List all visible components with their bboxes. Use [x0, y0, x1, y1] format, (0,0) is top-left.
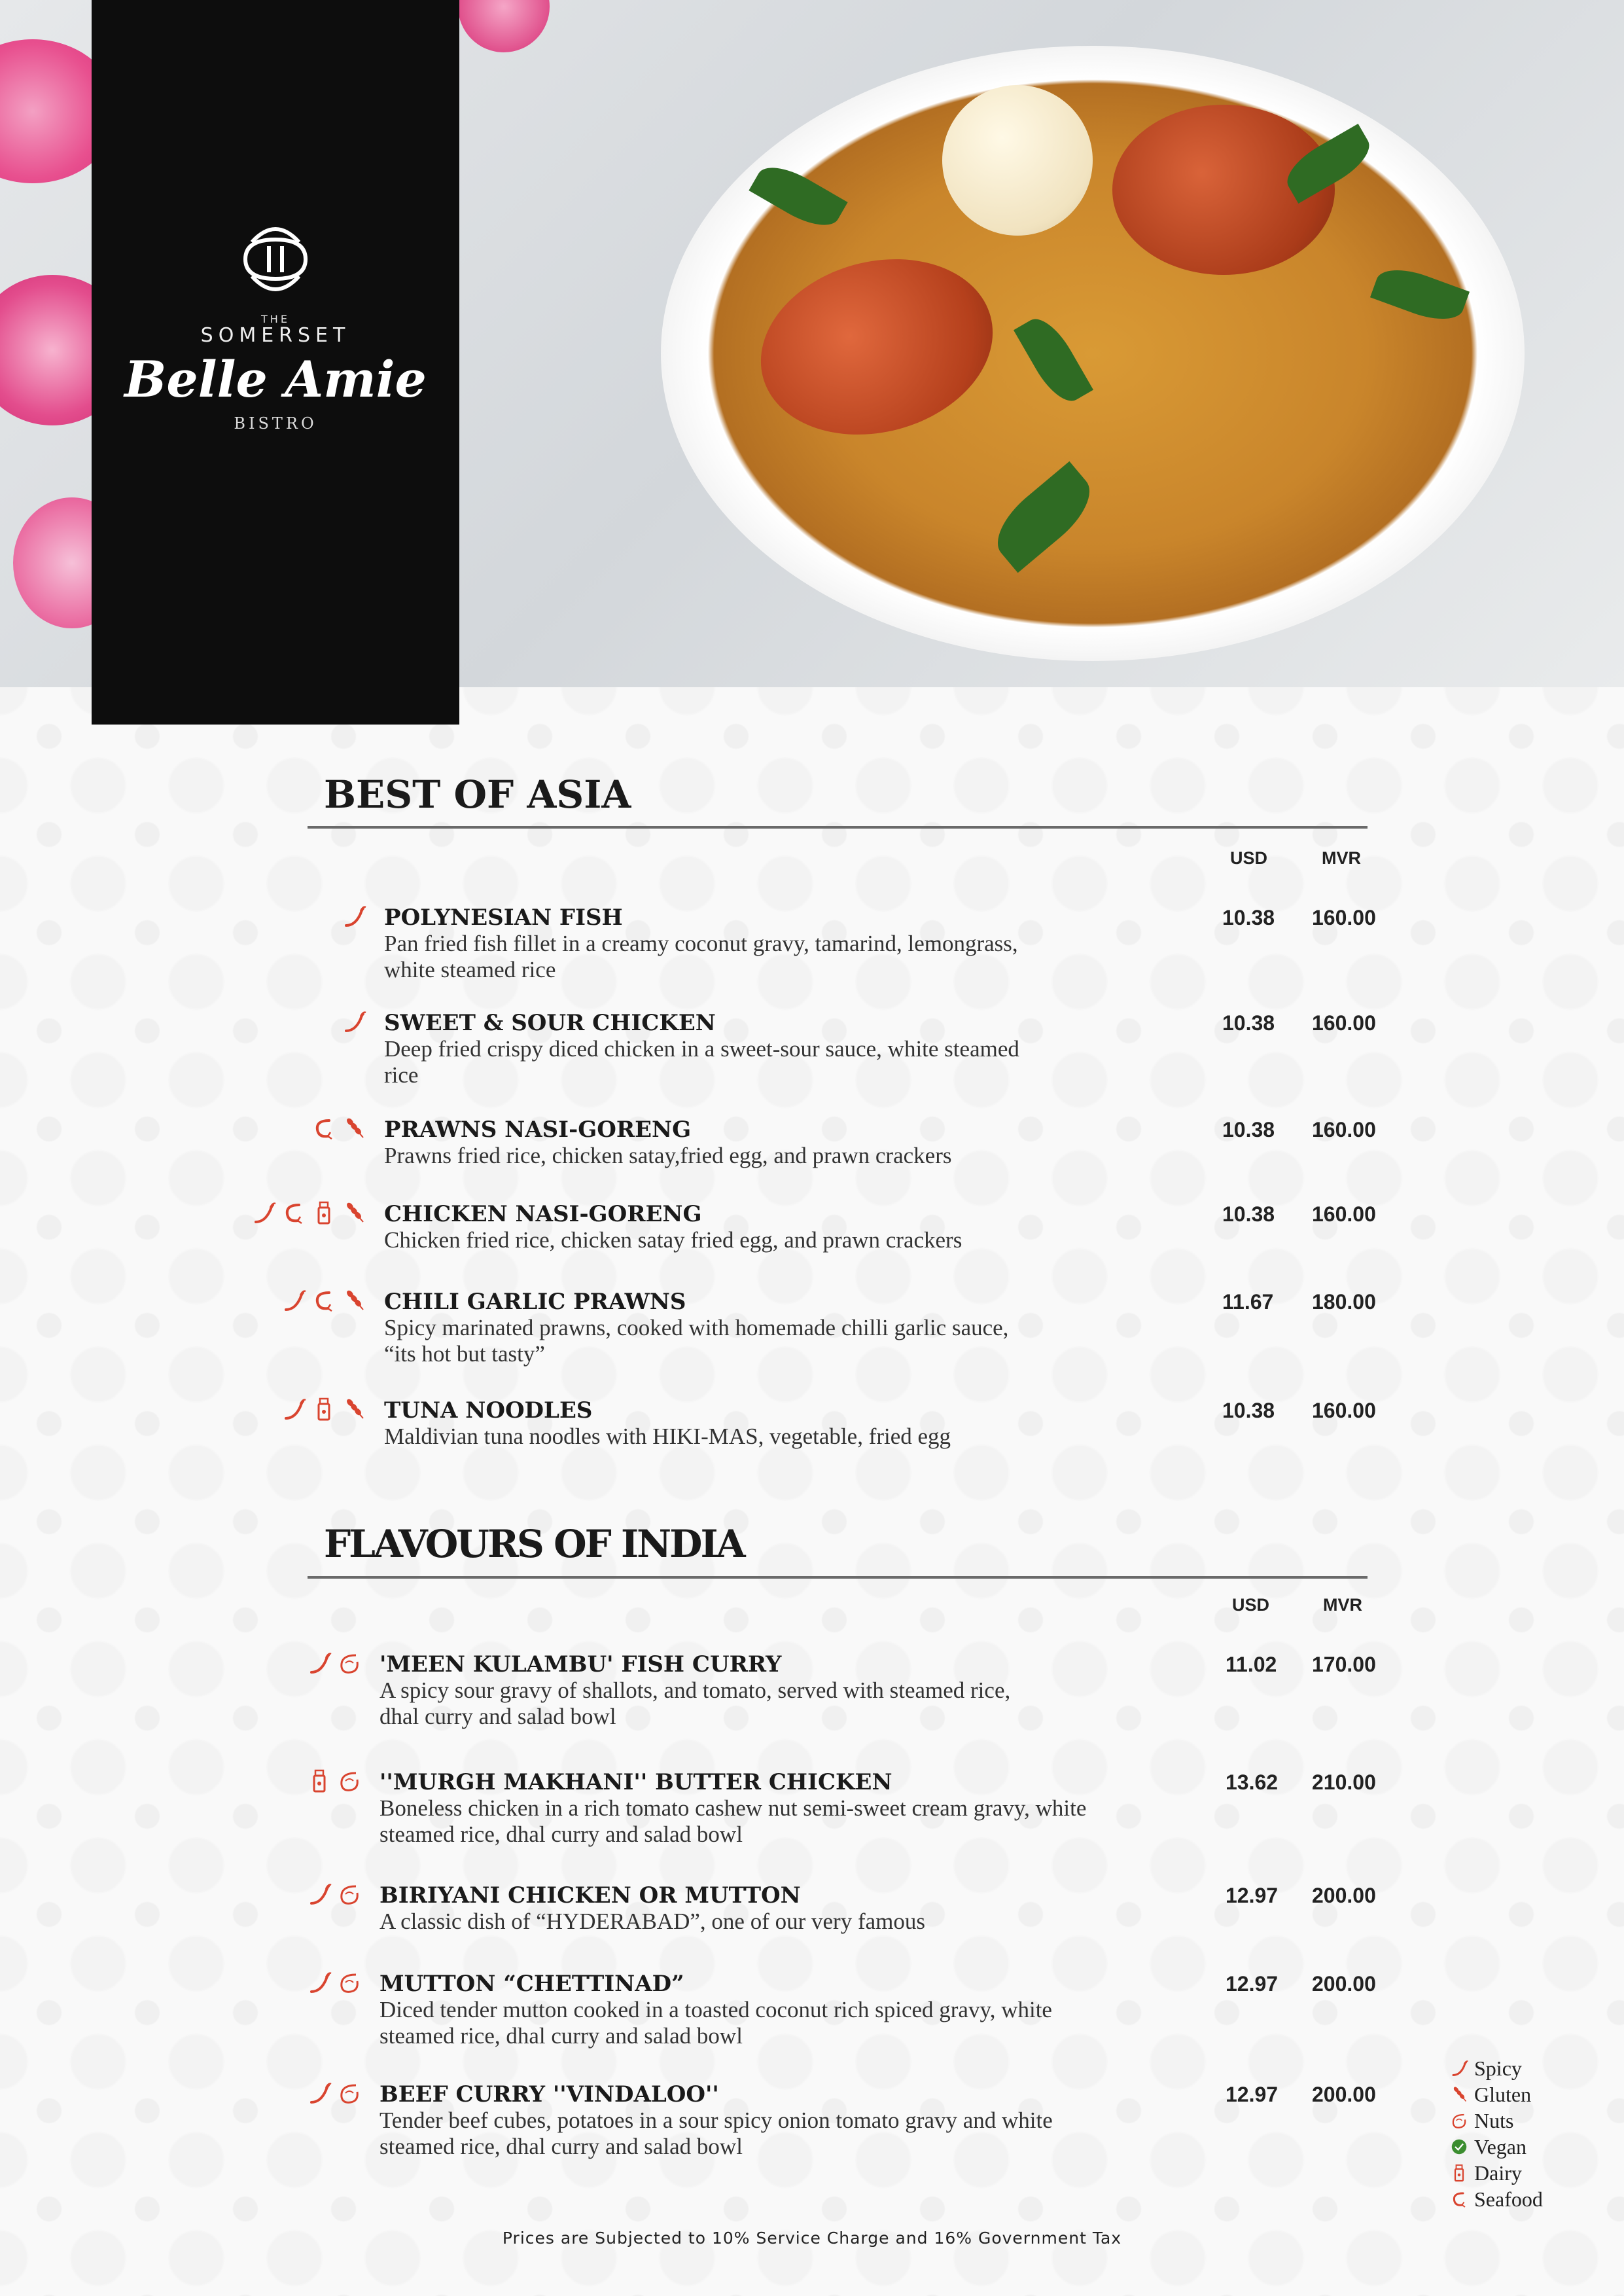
legend-label: Vegan — [1474, 2134, 1527, 2159]
menu-item-description — [380, 1997, 1165, 2049]
menu-item-description — [384, 1227, 1169, 1253]
menu-item-name: 'MEEN KULAMBU' FISH CURRY — [380, 1651, 782, 1677]
spicy-icon — [306, 2080, 332, 2106]
allergen-legend — [1449, 2055, 1543, 2212]
legend-label: Dairy — [1474, 2161, 1522, 2185]
menu-item-name: ''MURGH MAKHANI'' BUTTER CHICKEN — [380, 1769, 892, 1795]
menu-item-description — [380, 1677, 1165, 1730]
description-line: Chicken fried rice, chicken satay fried egg, and prawn crackers — [384, 1227, 962, 1253]
spicy-icon — [281, 1287, 307, 1314]
legend-item — [1449, 2160, 1543, 2186]
menu-item-description — [384, 1424, 1169, 1450]
menu-item-description — [384, 931, 1169, 983]
description-line: Diced tender mutton cooked in a toasted coconut rich spiced gravy, white — [380, 1997, 1052, 2022]
price-usd: 10.38 — [1222, 1011, 1275, 1035]
spicy-icon — [251, 1200, 277, 1226]
section-title-best-of-asia: BEST OF ASIA — [324, 772, 631, 817]
gluten-icon — [341, 1396, 367, 1422]
nuts-icon — [336, 1881, 362, 1907]
menu-item-name: BIRIYANI CHICKEN OR MUTTON — [380, 1882, 801, 1909]
legend-label: Seafood — [1474, 2187, 1543, 2211]
price-mvr: 170.00 — [1312, 1653, 1376, 1676]
somerset-monogram-icon — [232, 216, 319, 302]
column-header-usd: USD — [1232, 1595, 1270, 1615]
vegan-icon — [1449, 2137, 1469, 2157]
allergen-icons — [281, 1396, 367, 1422]
nuts-icon — [336, 2080, 362, 2106]
allergen-icons — [311, 1115, 367, 1141]
legend-item — [1449, 2186, 1543, 2212]
section-title-flavours-of-india: FLAVOURS OF INDIA — [324, 1522, 744, 1566]
price-usd: 10.38 — [1222, 1202, 1275, 1226]
price-mvr: 160.00 — [1312, 906, 1376, 929]
description-line: Pan fried fish fillet in a creamy coconut gravy, tamarind, lemongrass, — [384, 931, 1018, 956]
description-line: Deep fried crispy diced chicken in a sweet-sour sauce, white steamed — [384, 1036, 1019, 1062]
price-mvr: 160.00 — [1312, 1011, 1376, 1035]
price-usd: 11.67 — [1222, 1290, 1274, 1314]
section-divider — [308, 826, 1368, 829]
allergen-icons — [306, 1650, 362, 1676]
legend-label: Nuts — [1474, 2108, 1514, 2132]
menu-item-description — [380, 1795, 1165, 1848]
background-pattern — [0, 687, 1624, 2296]
menu-item-description — [384, 1315, 1169, 1367]
price-usd: 12.97 — [1226, 1884, 1279, 1907]
price-mvr: 200.00 — [1312, 1972, 1376, 1996]
description-line: Prawns fried rice, chicken satay,fried egg, and prawn crackers — [384, 1143, 952, 1168]
column-header-mvr: MVR — [1323, 1595, 1362, 1615]
logo-somerset: SOMERSET — [200, 324, 351, 347]
allergen-icons — [341, 1009, 367, 1035]
price-mvr: 160.00 — [1312, 1118, 1376, 1141]
logo-belle-amie: Belle Amie — [124, 350, 427, 408]
spicy-icon — [341, 903, 367, 929]
price-usd: 12.97 — [1226, 1972, 1279, 1996]
menu-item-description — [380, 2108, 1165, 2160]
description-line: A spicy sour gravy of shallots, and tomato, served with steamed rice, — [380, 1677, 1011, 1703]
description-line: Maldivian tuna noodles with HIKI-MAS, vegetable, fried egg — [384, 1424, 951, 1449]
orchid-flower — [458, 0, 550, 52]
price-usd: 10.38 — [1222, 1399, 1275, 1422]
seafood-icon — [311, 1287, 337, 1314]
description-line: white steamed rice — [384, 957, 556, 982]
spicy-icon — [281, 1396, 307, 1422]
description-line: rice — [384, 1062, 419, 1088]
nuts-icon — [336, 1768, 362, 1794]
menu-item-name: POLYNESIAN FISH — [384, 905, 623, 931]
tax-footnote: Prices are Subjected to 10% Service Charge and 16% Government Tax — [502, 2229, 1122, 2248]
allergen-icons — [341, 903, 367, 929]
price-usd: 13.62 — [1226, 1770, 1279, 1794]
seafood-icon — [311, 1115, 337, 1141]
gluten-icon — [1449, 2085, 1469, 2104]
description-line: A classic dish of “HYDERABAD”, one of our very famous — [380, 1909, 926, 1934]
menu-item-name: BEEF CURRY ''VINDALOO'' — [380, 2081, 719, 2108]
description-line: steamed rice, dhal curry and salad bowl — [380, 2134, 743, 2159]
menu-item-name: PRAWNS NASI-GORENG — [384, 1117, 692, 1143]
legend-item — [1449, 2134, 1543, 2160]
price-usd: 10.38 — [1222, 906, 1275, 929]
logo-panel — [92, 0, 459, 725]
menu-item-name: TUNA NOODLES — [384, 1397, 593, 1424]
allergen-icons — [306, 2080, 362, 2106]
price-mvr: 200.00 — [1312, 2083, 1376, 2106]
logo-the: THE — [261, 313, 290, 325]
allergen-icons — [281, 1287, 367, 1314]
description-line: Tender beef cubes, potatoes in a sour spicy onion tomato gravy and white — [380, 2108, 1053, 2133]
dairy-icon — [306, 1768, 332, 1794]
menu-item-name: MUTTON “CHETTINAD” — [380, 1971, 684, 1997]
legend-item — [1449, 2108, 1543, 2134]
menu-item-description — [380, 1909, 1165, 1935]
nuts-icon — [1449, 2111, 1469, 2130]
price-usd: 10.38 — [1222, 1118, 1275, 1141]
price-mvr: 180.00 — [1312, 1290, 1376, 1314]
allergen-icons — [306, 1768, 362, 1794]
price-usd: 12.97 — [1226, 2083, 1279, 2106]
menu-item-name: CHILI GARLIC PRAWNS — [384, 1289, 686, 1315]
spicy-icon — [306, 1650, 332, 1676]
legend-label: Gluten — [1474, 2082, 1532, 2106]
dairy-icon — [1449, 2163, 1469, 2183]
seafood-icon — [1449, 2189, 1469, 2209]
menu-item-description — [384, 1036, 1169, 1088]
spicy-icon — [306, 1969, 332, 1996]
price-usd: 11.02 — [1226, 1653, 1277, 1676]
column-header-mvr: MVR — [1322, 848, 1361, 868]
price-mvr: 160.00 — [1312, 1399, 1376, 1422]
price-mvr: 160.00 — [1312, 1202, 1376, 1226]
gluten-icon — [341, 1287, 367, 1314]
menu-item-description — [384, 1143, 1169, 1169]
spicy-icon — [341, 1009, 367, 1035]
logo-bistro: BISTRO — [234, 414, 317, 433]
dairy-icon — [311, 1396, 337, 1422]
legend-item — [1449, 2081, 1543, 2108]
legend-label: Spicy — [1474, 2056, 1522, 2080]
menu-item-name: SWEET & SOUR CHICKEN — [384, 1010, 716, 1036]
nuts-icon — [336, 1650, 362, 1676]
allergen-icons — [251, 1200, 367, 1226]
column-header-usd: USD — [1230, 848, 1268, 868]
price-mvr: 210.00 — [1312, 1770, 1376, 1794]
nuts-icon — [336, 1969, 362, 1996]
description-line: steamed rice, dhal curry and salad bowl — [380, 1821, 743, 1847]
description-line: Spicy marinated prawns, cooked with homemade chilli garlic sauce, — [384, 1315, 1009, 1340]
price-mvr: 200.00 — [1312, 1884, 1376, 1907]
spicy-icon — [306, 1881, 332, 1907]
dairy-icon — [311, 1200, 337, 1226]
spicy-icon — [1449, 2058, 1469, 2078]
boiled-egg — [942, 85, 1093, 236]
gluten-icon — [341, 1200, 367, 1226]
menu-item-name: CHICKEN NASI-GORENG — [384, 1201, 702, 1227]
description-line: Boneless chicken in a rich tomato cashew nut semi-sweet cream gravy, white — [380, 1795, 1087, 1821]
gluten-icon — [341, 1115, 367, 1141]
description-line: “its hot but tasty” — [384, 1341, 545, 1367]
description-line: steamed rice, dhal curry and salad bowl — [380, 2023, 743, 2049]
section-divider — [308, 1576, 1368, 1579]
seafood-icon — [281, 1200, 307, 1226]
description-line: dhal curry and salad bowl — [380, 1704, 616, 1729]
legend-item — [1449, 2055, 1543, 2081]
allergen-icons — [306, 1969, 362, 1996]
allergen-icons — [306, 1881, 362, 1907]
